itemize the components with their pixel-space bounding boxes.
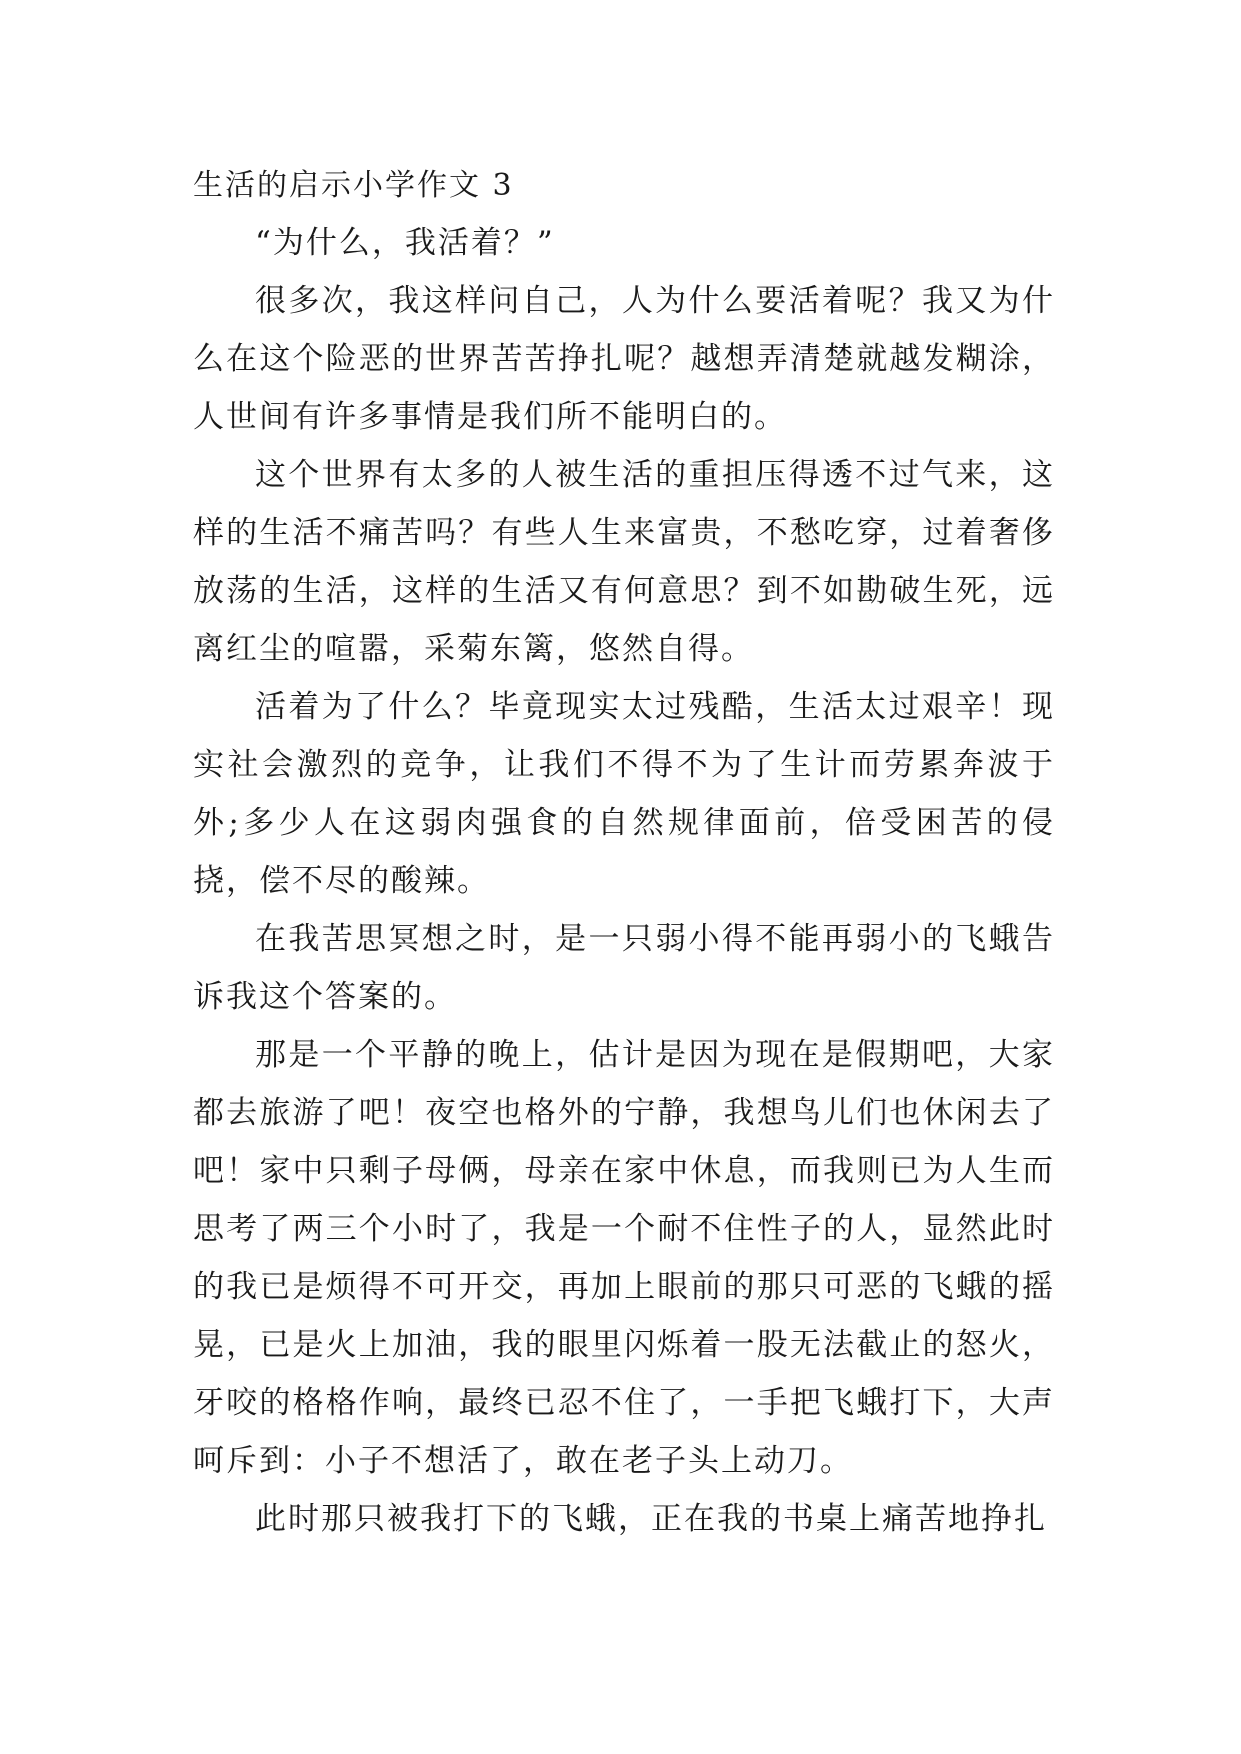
document-body bbox=[193, 158, 1055, 1548]
paragraph-1: “为什么，我活着？” bbox=[255, 225, 555, 261]
paragraph-6: 那是一个平静的晚上，估计是因为现在是假期吧，大家都去旅游了吧！夜空也格外的宁静，我想鸟儿们也休闲去了吧！家中只剩子母俩，母亲在家中休息，而我则已为人生而思考了两三个小时了，我是一个耐不住性子的人，显然此时的我已是烦得不可开交，再加上眼前的那只可恶的飞蛾的摇晃，已是火上加油，我的眼里闪烁着一股无法截止的怒火，牙咬的格格作响，最终已忍不住了，一手把飞蛾打下，大声呵斥到：小子不想活了，敢在老子头上动刀。 bbox=[193, 1037, 1055, 1479]
paragraph-5: 在我苦思冥想之时，是一只弱小得不能再弱小的飞蛾告诉我这个答案的。 bbox=[193, 921, 1055, 1015]
document-title: 生活的启示小学作文 3 bbox=[193, 168, 514, 203]
paragraph-2: 很多次，我这样问自己，人为什么要活着呢？我又为什么在这个险恶的世界苦苦挣扎呢？越想弄清楚就越发糊涂，人世间有许多事情是我们所不能明白的。 bbox=[193, 283, 1055, 435]
paragraph-3: 这个世界有太多的人被生活的重担压得透不过气来，这样的生活不痛苦吗？有些人生来富贵，不愁吃穿，过着奢侈放荡的生活，这样的生活又有何意思？到不如勘破生死，远离红尘的喧嚣，采菊东篱，悠然自得。 bbox=[193, 457, 1055, 667]
paragraph-4: 活着为了什么？毕竟现实太过残酷，生活太过艰辛！现实社会激烈的竞争，让我们不得不为了生计而劳累奔波于外;多少人在这弱肉强食的自然规律面前，倍受困苦的侵挠，偿不尽的酸辣。 bbox=[193, 689, 1055, 899]
paragraph-7: 此时那只被我打下的飞蛾，正在我的书桌上痛苦地挣扎 bbox=[255, 1501, 1047, 1537]
